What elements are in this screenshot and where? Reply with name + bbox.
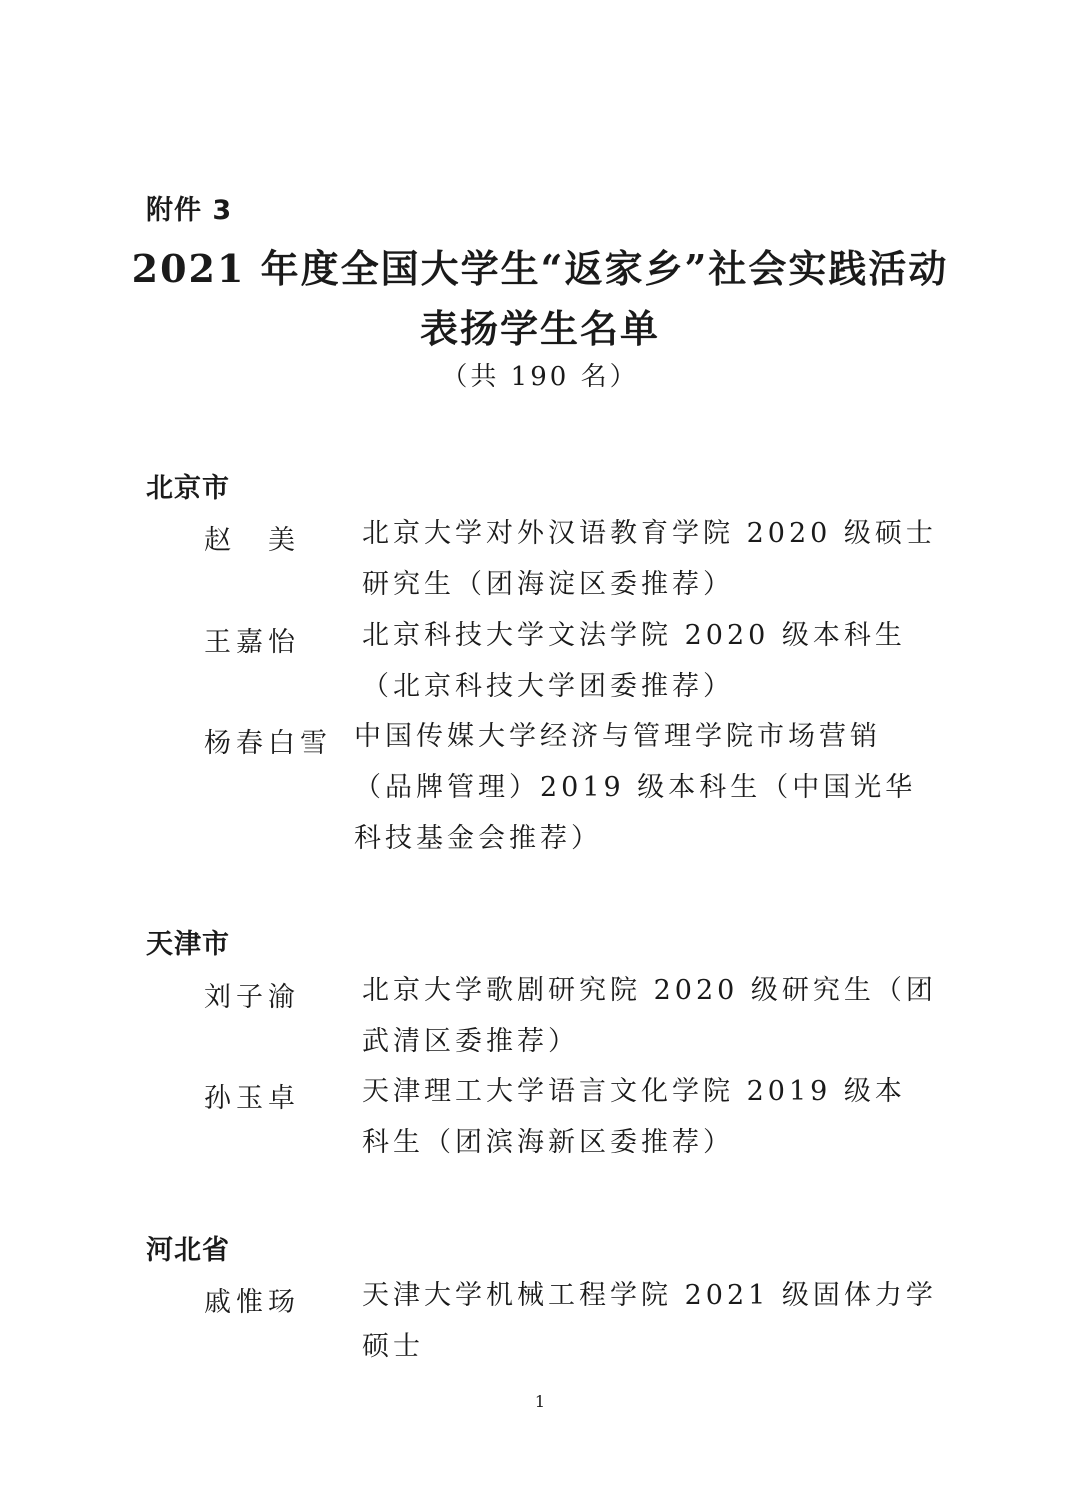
page-number: 1 bbox=[534, 1392, 546, 1411]
student-description: 北京大学对外汉语教育学院 2020 级硕士研究生（团海淀区委推荐） bbox=[362, 518, 937, 600]
total-count: （共 190 名） bbox=[441, 362, 639, 392]
region-heading-tianjin: 天津市 bbox=[146, 929, 230, 960]
student-name: 戚惟玚 bbox=[204, 1287, 300, 1318]
student-name: 刘子渝 bbox=[204, 982, 300, 1013]
student-description: 中国传媒大学经济与管理学院市场营销（品牌管理）2019 级本科生（中国光华科技基金会推荐） bbox=[354, 721, 917, 854]
document-title-line-2: 表扬学生名单 bbox=[419, 306, 660, 351]
student-name: 孙玉卓 bbox=[204, 1083, 300, 1114]
student-name: 王嘉怡 bbox=[204, 627, 300, 658]
student-description: 天津理工大学语言文化学院 2019 级本科生（团滨海新区委推荐） bbox=[362, 1076, 906, 1158]
student-name: 杨春白雪 bbox=[204, 728, 332, 759]
student-description: 北京科技大学文法学院 2020 级本科生（北京科技大学团委推荐） bbox=[362, 620, 906, 702]
region-heading-hebei: 河北省 bbox=[146, 1235, 230, 1266]
document-title-line-1: 2021 年度全国大学生“返家乡”社会实践活动 bbox=[131, 246, 949, 291]
student-name: 赵 美 bbox=[204, 525, 300, 556]
student-description: 天津大学机械工程学院 2021 级固体力学硕士 bbox=[362, 1280, 937, 1362]
student-description: 北京大学歌剧研究院 2020 级研究生（团武清区委推荐） bbox=[362, 975, 937, 1057]
attachment-label: 附件 3 bbox=[146, 195, 233, 226]
region-heading-beijing: 北京市 bbox=[146, 473, 230, 504]
